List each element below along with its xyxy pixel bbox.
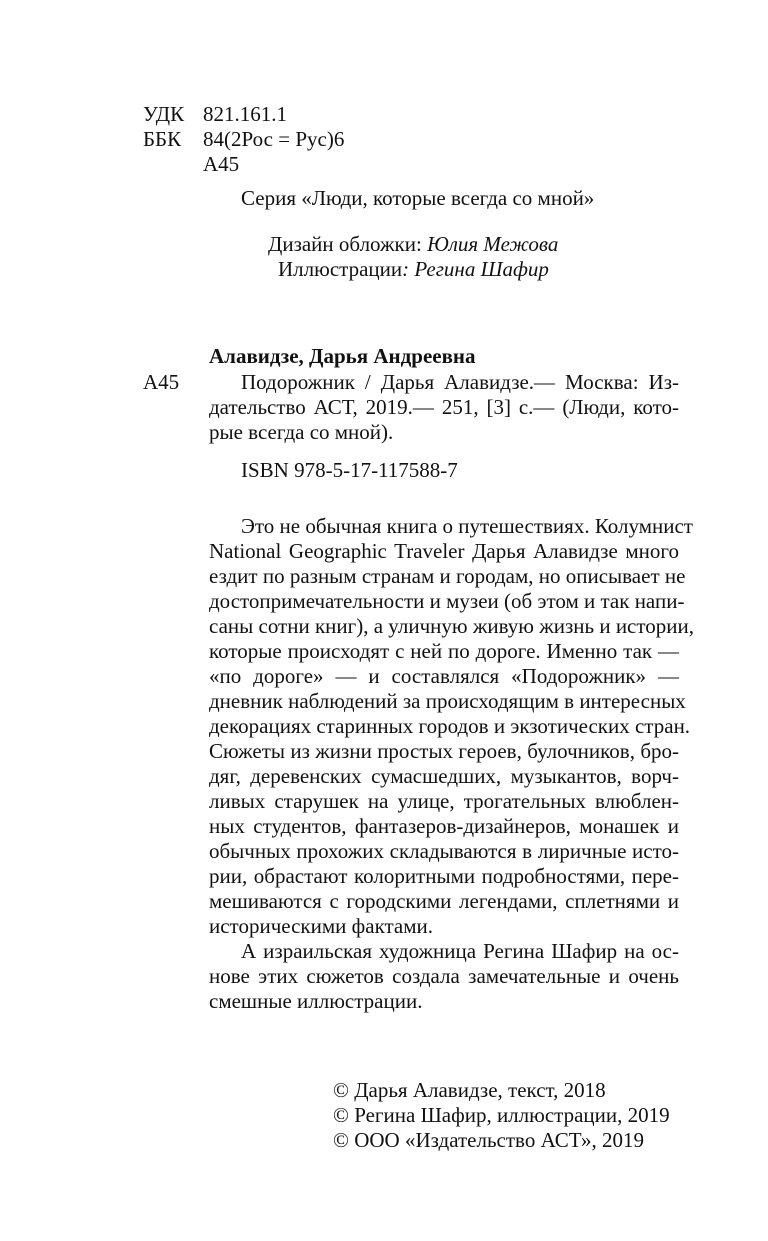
annotation-line: National Geographic Traveler Дарья Алавидзе много xyxy=(209,539,679,563)
annotation-line: смешные иллюстрации. xyxy=(209,989,423,1013)
annotation-line: дневник наблюдений за происходящим в интересных xyxy=(209,689,686,713)
illustrations-label: Иллюстрации xyxy=(278,257,403,281)
annotation-line: мешиваются с городскими легендами, сплетнями и xyxy=(209,889,679,913)
annotation-line: обычных прохожих складываются в лиричные исто- xyxy=(209,839,679,863)
annotation-line: историческими фактами. xyxy=(209,914,434,938)
annotation-line: «по дороге» — и составлялся «Подорожник» — xyxy=(209,664,679,688)
cover-design-line xyxy=(268,232,558,257)
annotation-line: саны сотни книг), а уличную живую жизнь и истории, xyxy=(209,614,694,638)
annotation-line: ливых старушек на улице, трогательных влюблен- xyxy=(209,789,679,813)
annotation-line: Это не обычная книга о путешествиях. Колумнист xyxy=(241,514,693,538)
record-line: дательство АСТ, 2019.— 251, [3] с.— (Люди, кото- xyxy=(209,395,679,419)
copyright-line: © Регина Шафир, иллюстрации, 2019 xyxy=(333,1103,670,1127)
annotation-line: которые происходят с ней по дороге. Именно так — xyxy=(209,639,679,663)
annotation-line: нове этих сюжетов создала замечательные и очень xyxy=(209,964,679,988)
author-heading: Алавидзе, Дарья Андреевна xyxy=(209,344,476,368)
record-mark: А45 xyxy=(143,370,180,394)
bbk-value: 84(2Рос = Рус)6 xyxy=(203,127,345,151)
annotation-line: ных студентов, фантазеров-дизайнеров, монашек и xyxy=(209,814,679,838)
annotation-line: ездит по разным странам и городам, но описывает не xyxy=(209,564,686,588)
annotation-line: Сюжеты из жизни простых героев, булочников, бро- xyxy=(209,739,679,763)
copyright-line: © ООО «Издательство АСТ», 2019 xyxy=(333,1128,644,1152)
illustrations-line xyxy=(278,257,549,282)
illustrator-name: : Регина Шафир xyxy=(402,257,549,281)
annotation-line: рии, обрастают колоритными подробностями, пере- xyxy=(209,864,679,888)
record-line: рые всегда со мной). xyxy=(209,420,394,444)
cover-design-label: Дизайн обложки: xyxy=(268,232,422,256)
annotation-line: достопримечательности и музеи (об этом и так напи- xyxy=(209,589,685,613)
annotation-line: декорациях старинных городов и экзотических стран. xyxy=(209,714,691,738)
record-line: Подорожник / Дарья Алавидзе.— Москва: Из- xyxy=(241,370,679,394)
annotation-line: дяг, деревенских сумасшедших, музыкантов, ворч- xyxy=(209,764,679,788)
isbn: ISBN 978-5-17-117588-7 xyxy=(241,458,458,482)
copyright-line: © Дарья Алавидзе, текст, 2018 xyxy=(333,1078,606,1102)
annotation-line: А израильская художница Регина Шафир на ос- xyxy=(241,939,679,963)
series-line: Серия «Люди, которые всегда со мной» xyxy=(241,186,595,210)
udk-value: 821.161.1 xyxy=(203,102,287,126)
author-mark: А45 xyxy=(203,152,240,176)
udk-label: УДК xyxy=(143,102,185,126)
cover-designer-name: Юлия Межова xyxy=(427,232,559,256)
bbk-label: ББК xyxy=(143,127,182,151)
